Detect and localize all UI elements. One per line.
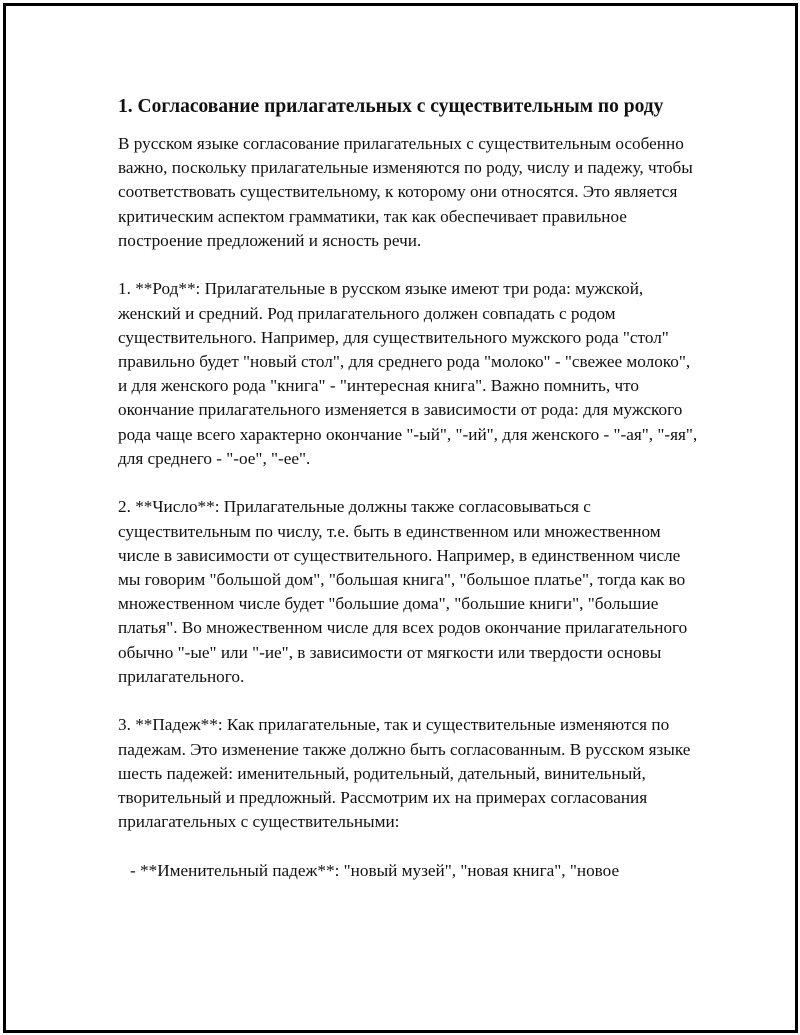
intro-paragraph: В русском языке согласование прилагательных с существительным особенно важно, поскольку прилагательные изменяются по роду, числу и падежу, чтобы соответствовать существительному, к которому они относятся. Это является критическим аспектом грамматики, так как обеспечивает правильное построение предложений и ясность речи. — [118, 134, 693, 250]
case-paragraph: 3. **Падеж**: Как прилагательные, так и существительные изменяются по падежам. Это изменение также должно быть согласованным. В русском языке шесть падежей: именительный, родительный, дательный, винительный, творительный и предложный. Рассмотрим их на примерах согласования прилагательных с существительными: — [118, 715, 691, 832]
section-heading: 1. Согласование прилагательных с существительным по роду — [118, 96, 664, 117]
nominative-case-item: - **Именительный падеж**: "новый музей", "новая книга", "новое — [130, 860, 620, 880]
document-body — [118, 92, 698, 883]
number-paragraph: 2. **Число**: Прилагательные должны также согласовываться с существительным по числу, т.е. быть в единственном или множественном числе в зависимости от существительного. Например, в единственном числе мы говорим "большой дом", "большая книга", "большое платье", тогда как во множественном числе будет "большие дома", "большие книги", "большие платья". Во множественном числе для всех родов окончание прилагательного обычно "-ые" или "-ие", в зависимости от мягкости или твердости основы прилагательного. — [118, 497, 688, 686]
gender-paragraph: 1. **Род**: Прилагательные в русском языке имеют три рода: мужской, женский и средний. Род прилагательного должен совпадать с родом существительного. Например, для существительного мужского рода "стол" правильно будет "новый стол", для среднего рода "молоко" - "свежее молоко", и для женского рода "книга" - "интересная книга". Важно помнить, что окончание прилагательного изменяется в зависимости от рода: для мужского рода чаще всего характерно окончание "-ый", "-ий", для женского - "-ая", "-яя", для среднего - "-ое", "-ее". — [118, 279, 698, 468]
